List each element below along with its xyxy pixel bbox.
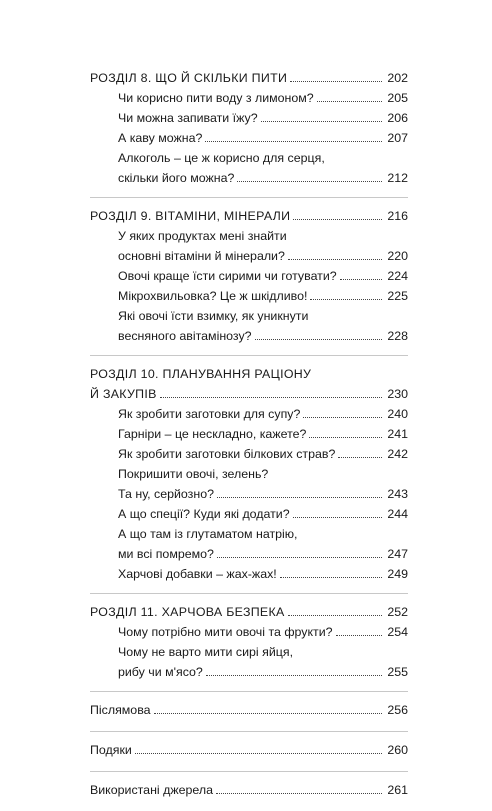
entry-title: Післямова [90,703,151,717]
chapter-title: РОЗДІЛ 8. ЩО Й СКІЛЬКИ ПИТИ [90,71,288,85]
page-number: 261 [387,783,408,797]
dot-leader [216,793,382,794]
entry-title: Чи можна запивати їжу? [118,111,258,125]
toc-entry-row [90,444,408,464]
page-number: 212 [387,171,408,185]
dot-leader [255,339,382,340]
toc-entry-row [90,404,408,424]
dot-leader [288,259,382,260]
page-number: 249 [387,567,408,581]
entry-title: А каву можна? [118,131,203,145]
page-number: 220 [387,249,408,263]
entry-title-line1: А що там із глутаматом натрію, [118,527,298,541]
page-number: 244 [387,507,408,521]
toc-sources-row [90,780,408,800]
toc-entry-row [90,108,408,128]
toc-entry-row [90,266,408,286]
page-number: 228 [387,329,408,343]
toc-acknowledgements-row [90,740,408,760]
dot-leader [288,615,382,616]
divider [90,593,408,594]
toc-entry-row [90,246,408,266]
page-number: 241 [387,427,408,441]
page-number: 207 [387,131,408,145]
entry-title-line1: Алкоголь – це ж корисно для серця, [118,151,325,165]
dot-leader [205,141,382,142]
page-number: 242 [387,447,408,461]
dot-leader [336,635,382,636]
toc-section-9 [90,206,408,346]
toc-afterword-row [90,700,408,720]
table-of-contents [90,68,408,811]
entry-title-line1: Покришити овочі, зелень? [118,467,269,481]
toc-entry-row [90,504,408,524]
toc-section-8 [90,68,408,188]
chapter-title: РОЗДІЛ 11. ХАРЧОВА БЕЗПЕКА [90,605,285,619]
entry-title-line2: весняного авітамінозу? [118,329,252,343]
dot-leader [280,577,382,578]
dot-leader [317,101,382,102]
divider [90,731,408,732]
toc-entry-row [90,88,408,108]
chapter-title: РОЗДІЛ 9. ВІТАМІНИ, МІНЕРАЛИ [90,209,291,223]
page-number: 230 [387,387,408,401]
dot-leader [154,713,382,714]
dot-leader [217,557,382,558]
entry-title-line2: Та ну, серйозно? [118,487,214,501]
chapter-title-line2: Й ЗАКУПІВ [90,387,157,401]
divider [90,355,408,356]
page-number: 216 [387,209,408,223]
entry-title: Овочі краще їсти сирими чи готувати? [118,269,337,283]
page-number: 254 [387,625,408,639]
page-number: 240 [387,407,408,421]
page-number: 247 [387,547,408,561]
toc-entry-row [90,424,408,444]
page-number: 202 [387,71,408,85]
entry-title: Чи корисно пити воду з лимоном? [118,91,314,105]
toc-chapter-row [90,68,408,88]
dot-leader [303,417,382,418]
toc-entry-row [90,564,408,584]
entry-title-line2: скільки його можна? [118,171,235,185]
entry-title: Гарніри – це нескладно, кажете? [118,427,307,441]
entry-title-line1: Чому не варто мити сирі яйця, [118,645,294,659]
toc-chapter-row [90,206,408,226]
dot-leader [310,299,382,300]
entry-title: Як зробити заготовки білкових страв? [118,447,336,461]
dot-leader [338,457,382,458]
toc-entry-row [90,168,408,188]
divider [90,771,408,772]
toc-entry-row [90,544,408,564]
toc-section-11 [90,602,408,682]
entry-title-line2: ми всі помремо? [118,547,214,561]
toc-entry-row [90,484,408,504]
page-number: 260 [387,743,408,757]
toc-chapter-row [90,602,408,622]
dot-leader [293,219,382,220]
dot-leader [135,753,382,754]
dot-leader [290,81,382,82]
entry-title: Мікрохвильовка? Це ж шкідливо! [118,289,308,303]
dot-leader [309,437,382,438]
toc-entry-row [90,286,408,306]
page-number: 205 [387,91,408,105]
divider [90,197,408,198]
chapter-title-line1: РОЗДІЛ 10. ПЛАНУВАННЯ РАЦІОНУ [90,367,312,381]
dot-leader [261,121,382,122]
page-number: 225 [387,289,408,303]
toc-section-10 [90,364,408,584]
entry-title-line1: У яких продуктах мені знайти [118,229,287,243]
divider [90,691,408,692]
page-number: 256 [387,703,408,717]
page-number: 252 [387,605,408,619]
entry-title: А що спеції? Куди які додати? [118,507,290,521]
toc-entry-row [90,662,408,682]
page-number: 255 [387,665,408,679]
entry-title-line2: рибу чи м'ясо? [118,665,203,679]
dot-leader [217,497,382,498]
toc-entry-row [90,622,408,642]
entry-title: Подяки [90,743,132,757]
toc-entry-row [90,128,408,148]
entry-title: Харчові добавки – жах-жах! [118,567,277,581]
dot-leader [237,181,382,182]
page-number: 224 [387,269,408,283]
entry-title-line2: основні вітаміни й мінерали? [118,249,285,263]
dot-leader [293,517,382,518]
dot-leader [206,675,382,676]
toc-entry-row [90,326,408,346]
dot-leader [340,279,382,280]
toc-chapter-row [90,384,408,404]
page-number: 243 [387,487,408,501]
entry-title-line1: Які овочі їсти взимку, як уникнути [118,309,309,323]
entry-title: Як зробити заготовки для супу? [118,407,301,421]
dot-leader [160,397,382,398]
entry-title: Використані джерела [90,783,214,797]
entry-title: Чому потрібно мити овочі та фрукти? [118,625,333,639]
page-number: 206 [387,111,408,125]
